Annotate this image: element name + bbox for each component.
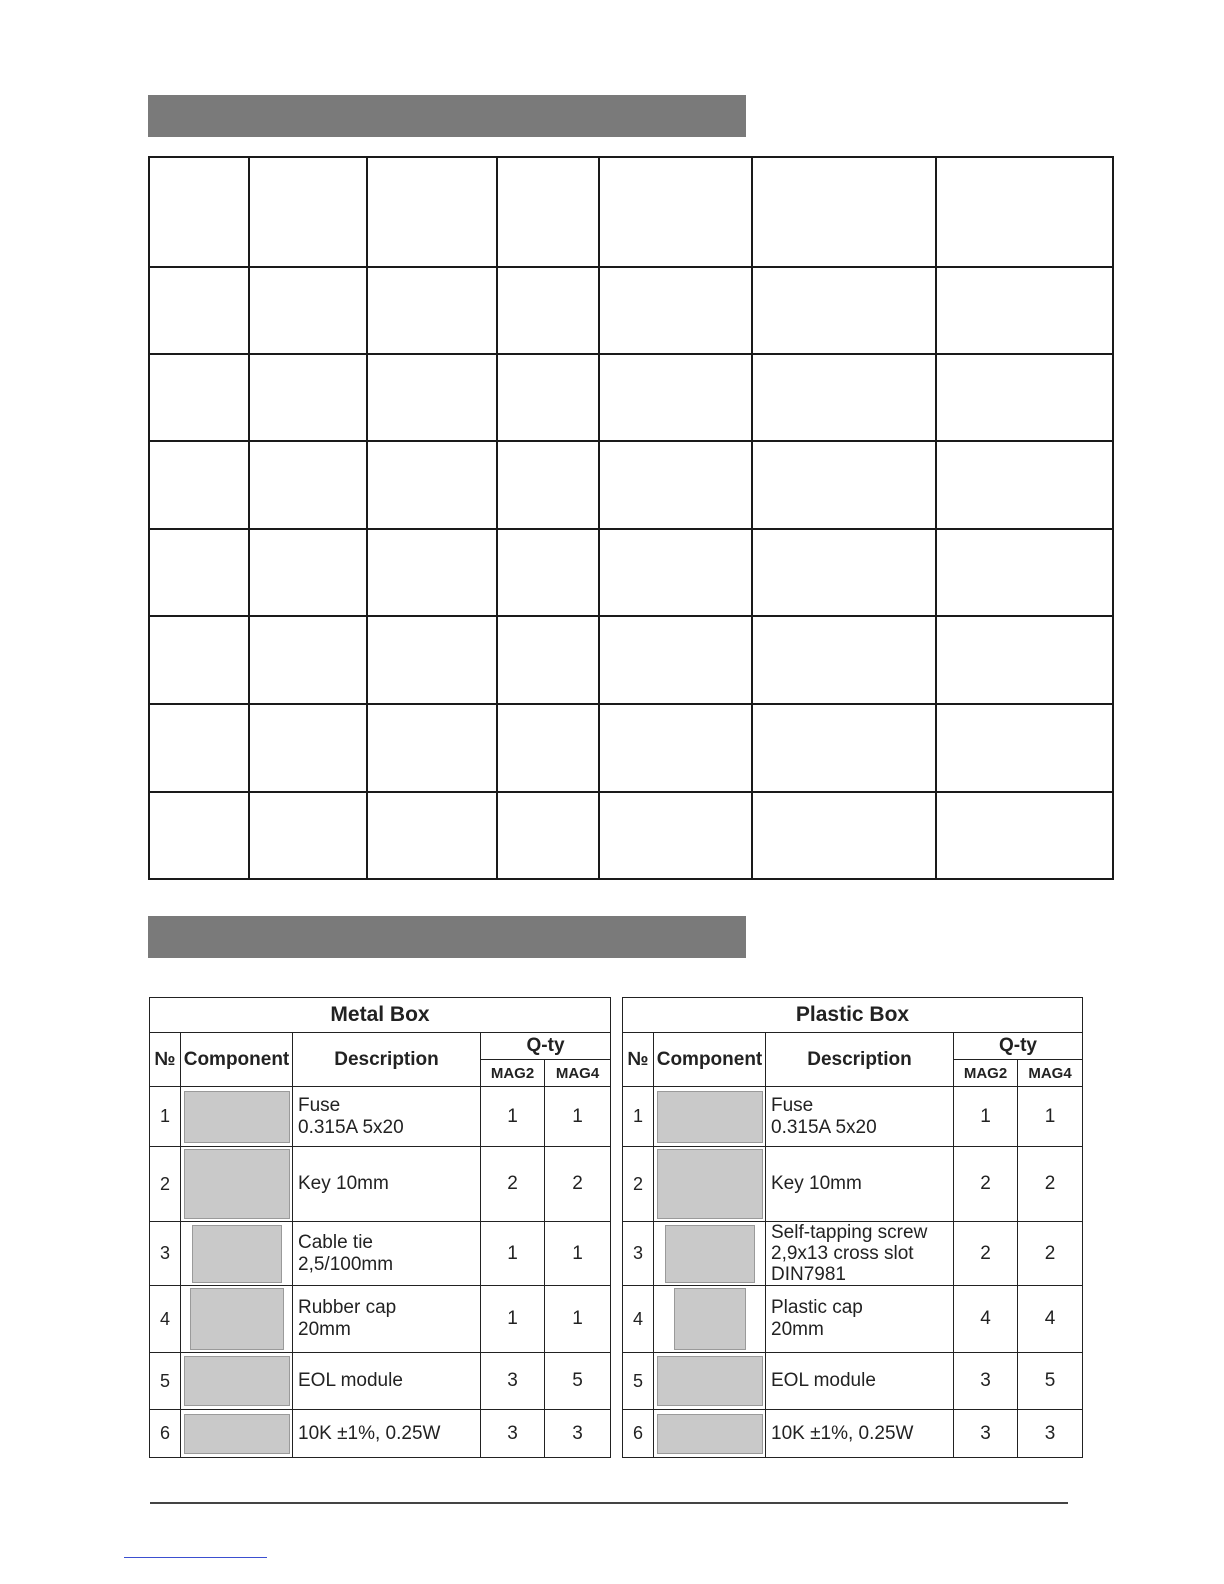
table-row — [150, 1410, 611, 1458]
table-row — [623, 1087, 1083, 1147]
row-number: 6 — [150, 1410, 181, 1458]
desc-line: 0.315A 5x20 — [771, 1116, 877, 1138]
desc-line: Fuse — [771, 1094, 814, 1116]
qty-mag4: 4 — [1018, 1286, 1083, 1353]
qty-mag4: 5 — [1018, 1353, 1083, 1410]
qty-mag2: 2 — [954, 1222, 1018, 1286]
grid-row — [149, 616, 1113, 704]
col-qty: Q-ty — [481, 1033, 611, 1060]
row-number: 6 — [623, 1410, 654, 1458]
col-qty: Q-ty — [954, 1033, 1083, 1060]
qty-mag2: 1 — [954, 1087, 1018, 1147]
desc-line: EOL module — [771, 1370, 876, 1391]
qty-mag4: 1 — [545, 1286, 611, 1353]
desc-line: Key 10mm — [771, 1173, 862, 1194]
grid-row — [149, 157, 1113, 267]
row-number: 4 — [150, 1286, 181, 1353]
desc-line: 10K ±1%, 0.25W — [771, 1422, 914, 1444]
metal-box-title: Metal Box — [150, 998, 611, 1033]
row-number: 2 — [623, 1147, 654, 1222]
col-description: Description — [766, 1033, 954, 1087]
plastic-cap-photo — [674, 1288, 746, 1350]
desc-line: DIN7981 — [771, 1264, 846, 1285]
col-mag4: MAG4 — [545, 1060, 611, 1087]
qty-mag2: 1 — [481, 1087, 545, 1147]
qty-mag4: 1 — [545, 1087, 611, 1147]
section-header-bar-1 — [148, 95, 746, 137]
plastic-box-title: Plastic Box — [623, 998, 1083, 1033]
resistor-photo — [184, 1414, 290, 1454]
desc-line: 20mm — [298, 1319, 351, 1340]
row-number: 2 — [150, 1147, 181, 1222]
row-number: 3 — [623, 1222, 654, 1286]
desc-line: 2,9x13 cross slot — [771, 1243, 914, 1264]
table-row — [623, 1147, 1083, 1222]
keys-photo — [657, 1149, 763, 1219]
desc-line: 10K ±1%, 0.25W — [298, 1422, 441, 1444]
eol-module-photo — [184, 1356, 290, 1406]
fuse-photo — [657, 1091, 763, 1143]
eol-module-photo — [657, 1356, 763, 1406]
grid-row — [149, 354, 1113, 441]
col-component: Component — [181, 1033, 293, 1087]
qty-mag2: 3 — [954, 1353, 1018, 1410]
qty-mag4: 1 — [545, 1222, 611, 1286]
qty-mag4: 2 — [1018, 1147, 1083, 1222]
qty-mag4: 3 — [1018, 1410, 1083, 1458]
row-number: 1 — [150, 1087, 181, 1147]
screw-photo — [665, 1225, 755, 1283]
table-row — [150, 1353, 611, 1410]
rubber-cap-photo — [190, 1288, 284, 1350]
grid-row — [149, 441, 1113, 529]
row-number: 4 — [623, 1286, 654, 1353]
desc-line: Rubber cap — [298, 1297, 397, 1318]
qty-mag2: 4 — [954, 1286, 1018, 1353]
blank-grid-table — [148, 156, 1114, 880]
grid-row — [149, 792, 1113, 879]
table-row — [150, 1286, 611, 1353]
desc-line: 2,5/100mm — [298, 1253, 394, 1275]
desc-line: Plastic cap — [771, 1297, 863, 1318]
desc-line: EOL module — [298, 1370, 403, 1391]
metal-box-table — [149, 997, 611, 1458]
row-number: 1 — [623, 1087, 654, 1147]
qty-mag2: 2 — [954, 1147, 1018, 1222]
qty-mag2: 1 — [481, 1222, 545, 1286]
footer-link-underline — [124, 1557, 267, 1558]
qty-mag2: 3 — [481, 1410, 545, 1458]
desc-line: Fuse — [298, 1094, 341, 1116]
qty-mag2: 3 — [954, 1410, 1018, 1458]
qty-mag4: 3 — [545, 1410, 611, 1458]
qty-mag4: 5 — [545, 1353, 611, 1410]
col-no: № — [150, 1033, 181, 1087]
col-mag2: MAG2 — [481, 1060, 545, 1087]
qty-mag4: 2 — [1018, 1222, 1083, 1286]
qty-mag4: 1 — [1018, 1087, 1083, 1147]
grid-row — [149, 529, 1113, 616]
row-number: 5 — [150, 1353, 181, 1410]
footer-rule — [150, 1502, 1068, 1504]
grid-row — [149, 267, 1113, 354]
desc-line: 20mm — [771, 1319, 824, 1340]
table-row — [623, 1286, 1083, 1353]
table-row — [623, 1222, 1083, 1286]
desc-line: Self-tapping screw — [771, 1222, 928, 1243]
qty-mag2: 1 — [481, 1286, 545, 1353]
table-row — [623, 1410, 1083, 1458]
col-mag4: MAG4 — [1018, 1060, 1083, 1087]
fuse-photo — [184, 1091, 290, 1143]
section-header-bar-2 — [148, 916, 746, 958]
qty-mag4: 2 — [545, 1147, 611, 1222]
table-row — [150, 1087, 611, 1147]
table-row — [623, 1353, 1083, 1410]
col-no: № — [623, 1033, 654, 1087]
col-component: Component — [654, 1033, 766, 1087]
grid-row — [149, 704, 1113, 792]
keys-photo — [184, 1149, 290, 1219]
desc-line: 0.315A 5x20 — [298, 1116, 404, 1138]
row-number: 5 — [623, 1353, 654, 1410]
cable-tie-photo — [192, 1225, 282, 1283]
row-number: 3 — [150, 1222, 181, 1286]
qty-mag2: 3 — [481, 1353, 545, 1410]
resistor-photo — [657, 1414, 763, 1454]
plastic-box-table — [622, 997, 1083, 1458]
qty-mag2: 2 — [481, 1147, 545, 1222]
col-mag2: MAG2 — [954, 1060, 1018, 1087]
desc-line: Cable tie — [298, 1231, 373, 1253]
desc-line: Key 10mm — [298, 1173, 389, 1194]
table-row — [150, 1222, 611, 1286]
col-description: Description — [293, 1033, 481, 1087]
table-row — [150, 1147, 611, 1222]
